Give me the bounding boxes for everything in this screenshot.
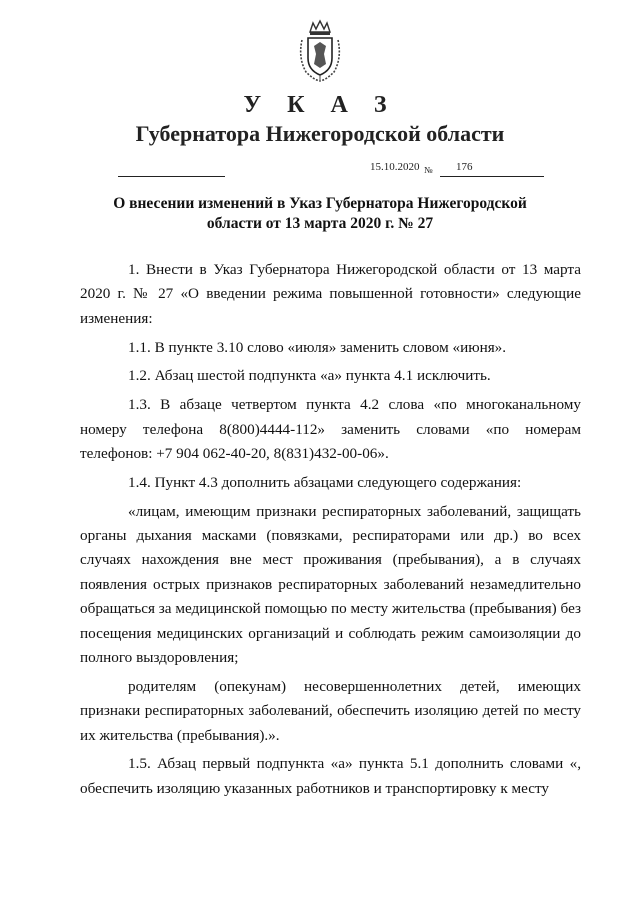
- registration-number: 176: [456, 161, 473, 173]
- issuer-title: Губернатора Нижегородской области: [135, 121, 505, 146]
- document-title: У К А З: [243, 92, 397, 118]
- paragraph: 1.3. В абзаце четвертом пункта 4.2 слова «по многоканальному номеру телефона 8(800)4444-112» заменить словами «по номерам телефонов: +7 904 062-40-20, 8(831)432-00-06».: [80, 396, 581, 463]
- paragraph: 1.5. Абзац первый подпункта «а» пункта 5.1 дополнить словами «, обеспечить изоляцию указанных работников и транспортировку к месту: [80, 755, 581, 797]
- document-heading: О внесении изменений в Указ Губернатора Нижегородской области от 13 марта 2020 г. № 27: [113, 195, 527, 232]
- registration-number-label: №: [424, 165, 433, 175]
- registration-blank-line: [118, 175, 225, 177]
- document-body: [80, 258, 581, 806]
- coat-of-arms-icon: [296, 18, 344, 84]
- paragraph: 1.1. В пункте 3.10 слово «июля» заменить словом «июня».: [128, 338, 507, 356]
- registration-date: 15.10.2020: [370, 161, 420, 173]
- registration-number-line: [440, 175, 544, 177]
- paragraph: 1.2. Абзац шестой подпункта «а» пункта 4.1 исключить.: [128, 367, 491, 385]
- paragraph: 1.4. Пункт 4.3 дополнить абзацами следующего содержания:: [128, 473, 522, 491]
- paragraph: 1. Внести в Указ Губернатора Нижегородской области от 13 марта 2020 г. № 27 «О введении режима повышенной готовности» следующие изменения:: [80, 261, 581, 327]
- paragraph: «лицам, имеющим признаки респираторных заболеваний, защищать органы дыхания масками (повязками, респираторами или др.) во всех случаях нахождения вне мест проживания (пребывания), а в случаях появления острых признаков респираторных заболеваний незамедлительно обращаться за медицинской помощью по месту жительства (пребывания) без посещения медицинских организаций и соблюдать режим самоизоляции до полного выздоровления;: [80, 502, 581, 667]
- paragraph: родителям (опекунам) несовершеннолетних детей, имеющих признаки респираторных заболеваний, обеспечить изоляцию детей по месту их жительства (пребывания).».: [80, 677, 581, 744]
